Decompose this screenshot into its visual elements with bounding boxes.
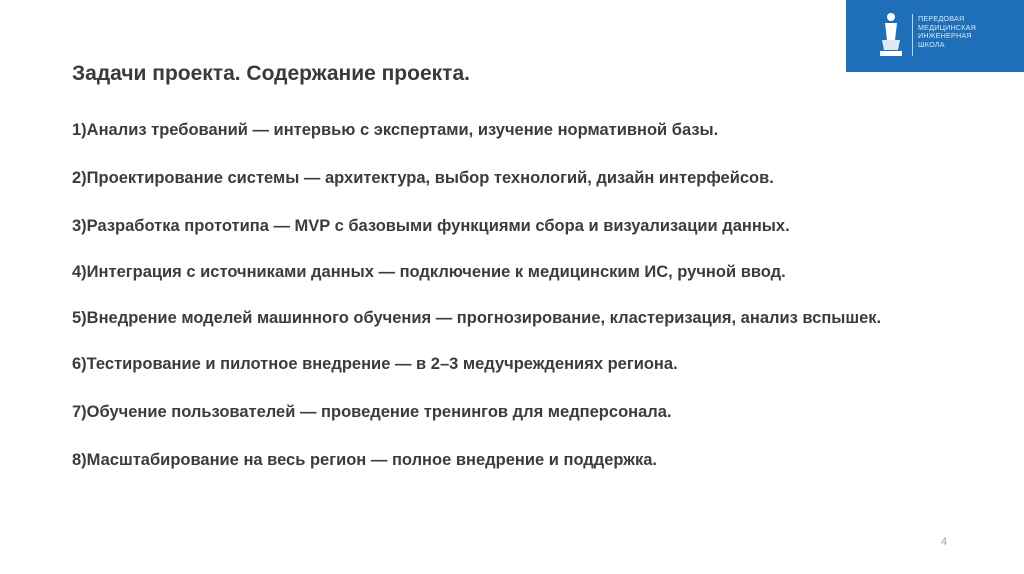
logo-line: ИНЖЕНЕРНАЯ — [918, 31, 972, 41]
task-item: 3)Разработка прототипа — MVP с базовыми функциями сбора и визуализации данных. — [72, 217, 790, 235]
page-number: 4 — [941, 536, 948, 548]
task-item: 2)Проектирование системы — архитектура, выбор технологий, дизайн интерфейсов. — [72, 169, 774, 187]
task-item: 5)Внедрение моделей машинного обучения — прогнозирование, кластеризация, анализ вспышек. — [72, 309, 882, 327]
school-logo — [846, 0, 1024, 72]
task-item: 1)Анализ требований — интервью с экспертами, изучение нормативной базы. — [72, 121, 719, 139]
task-item: 7)Обучение пользователей — проведение тренингов для медперсонала. — [72, 403, 672, 421]
logo-line: ШКОЛА — [918, 39, 945, 49]
task-list — [72, 119, 991, 497]
logo-line: ПЕРЕДОВАЯ — [918, 14, 965, 23]
task-item: 6)Тестирование и пилотное внедрение — в 2–3 медучреждениях региона. — [72, 355, 678, 373]
logo-text — [918, 15, 1018, 49]
slide-title: Задачи проекта. Содержание проекта. — [72, 62, 470, 85]
emblem-icon — [876, 10, 906, 60]
logo-divider — [912, 14, 913, 56]
task-item: 4)Интеграция с источниками данных — подключение к медицинским ИС, ручной ввод. — [72, 263, 786, 281]
logo-line: МЕДИЦИНСКАЯ — [918, 22, 977, 32]
task-item: 8)Масштабирование на весь регион — полное внедрение и поддержка. — [72, 451, 658, 469]
